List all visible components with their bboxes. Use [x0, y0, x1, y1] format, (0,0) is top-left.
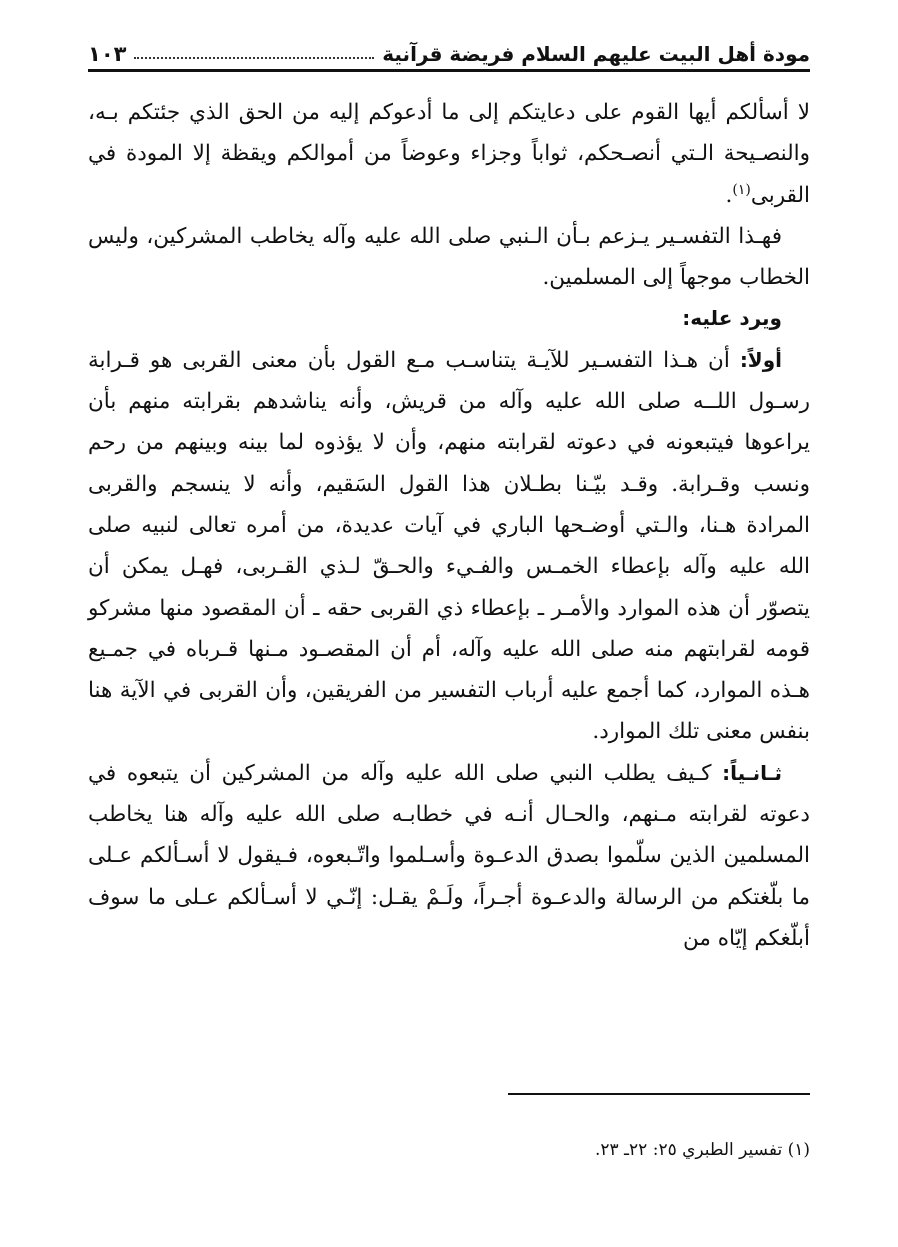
book-page	[88, 30, 810, 1220]
header-rule	[88, 69, 810, 72]
paragraph-3-text: أن هـذا التفسـير للآيـة يتناسـب مـع القول بأن معنى القربى هو قـرابة رسـول اللــه صلى الله عليه وآله من قريش، وأنه يناشدهم بقرابته منهم بأن يراعوها فيتبعونه في دعوته لقرابته منهم، وأن لا يؤذوه لما بينه وبينهم من رحم ونسب وقـرابة. وقـد بيّـنا بطـلان هذا القول السَقيم، وأنه لا ينسجم والقربى المرادة هـنا، والـتي أوضـحها الباري في آيات عديدة، من أمره تعالى لنبيه صلى الله عليه وآله بإعطاء الخمـس والفـيء والحـقّ لـذي القـربى، فهـل يمكن أن يتصوّر أن هذه الموارد والأمـر ـ بإعطاء ذي القربى حقه ـ أن المقصود منها مشركو قومه لقرابتهم منه صلى الله عليه وآله، أم أن المقصـود مـنها قـرباه في جمـيع هـذه الموارد، كما أجمع عليه أرباب التفسير من الفريقين، وأن القربى في الآية هنا بنفس معنى تلك الموارد.	[88, 347, 810, 745]
paragraph-4-text: كـيف يطلب النبي صلى الله عليه وآله من المشركين أن يتبعوه في دعوته لقرابته مـنهم، والحـال أنـه في خطابـه صلى الله عليه وآله هنا يخاطب المسلمين الذين سلّموا بصدق الدعـوة وأسـلموا واتّـبعوه، فـيقول لا أسـألكم عـلى ما بلّغتكم من الرسالة والدعـوة أجـراً، ولَـمْ يقـل: إنّـي لا أسـألكم عـلى ما سوف أبلّغكم إيّاه من	[88, 760, 810, 951]
footnote-rule	[508, 1093, 810, 1095]
footnote-reference: (١)	[732, 181, 751, 198]
subheading: ويرد عليه:	[682, 306, 782, 331]
body-text	[88, 92, 810, 959]
point-label-second: ثـانـياً:	[722, 760, 782, 785]
paragraph-2: فهـذا التفسـير يـزعم بـأن الـنبي صلى الله عليه وآله يخاطب المشركين، وليس الخطاب موجهاً إلى المسلمين.	[88, 223, 810, 291]
paragraph-3	[88, 340, 810, 753]
header-dot-leader	[134, 57, 374, 59]
running-header	[88, 30, 810, 70]
paragraph-1-text: لا أسألكم أيها القوم على دعايتكم إلى ما أدعوكم إليه من الحق الذي جئتكم بـه، والنصـيحة الـتي أنصـحكم، ثواباً وجزاء وعوضاً من أموالكم ويقظة إلا المودة في القربى	[88, 100, 810, 208]
header-title: مودة أهل البيت عليهم السلام فريضة قرآنية	[382, 42, 810, 66]
paragraph-1-end: .	[725, 182, 733, 208]
paragraph-4	[88, 753, 810, 959]
footnote: (١) تفسير الطبري ٢٥: ٢٢ـ ٢٣.	[594, 1140, 810, 1160]
point-label-first: أولاً:	[739, 347, 782, 372]
page-number: ١٠٣	[88, 42, 127, 66]
paragraph-1	[88, 92, 810, 216]
